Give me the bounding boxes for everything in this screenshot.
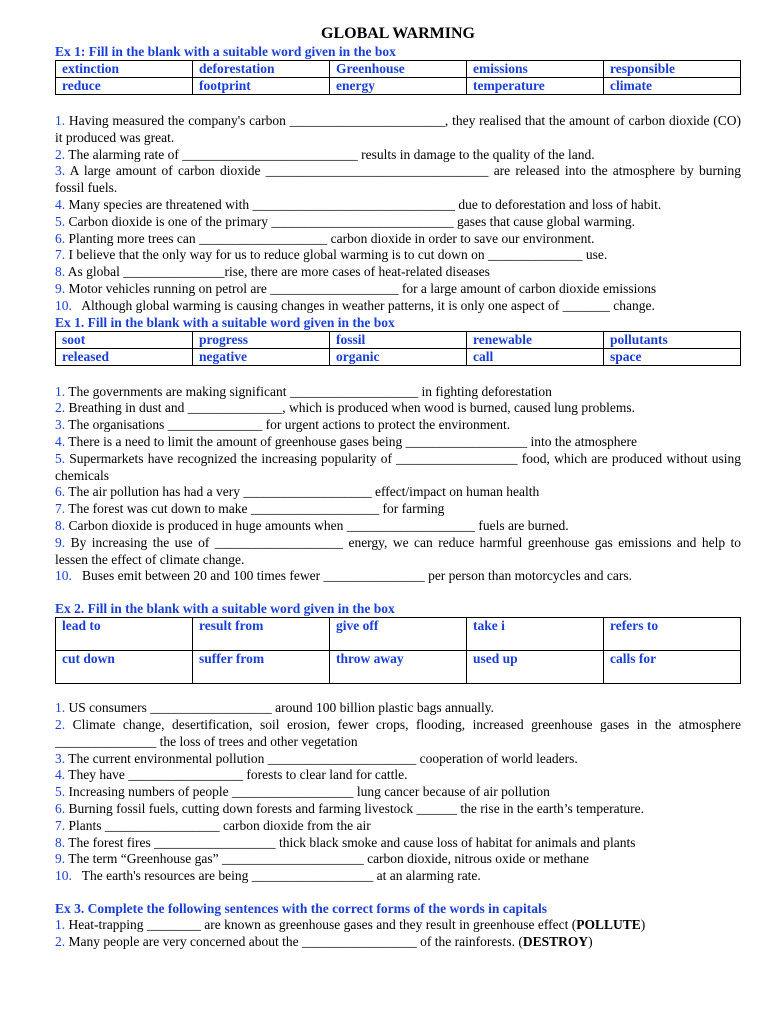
capital-word: POLLUTE <box>576 916 641 932</box>
word-box-cell: progress <box>193 331 330 348</box>
item-number: 7. <box>55 501 66 517</box>
item-text: As global _______________rise, there are more cases of heat-related diseases <box>67 264 490 280</box>
item-text: The organisations ______________ for urgent actions to protect the environment. <box>68 417 511 433</box>
item-number: 3. <box>55 417 66 433</box>
item-text: Carbon dioxide is produced in huge amounts when ___________________ fuels are burned. <box>68 517 569 533</box>
exercise-item <box>55 434 741 451</box>
exercise-item <box>55 400 741 417</box>
exercise-item <box>55 835 741 852</box>
capital-word: DESTROY <box>522 933 589 949</box>
exercise-item <box>55 568 741 585</box>
word-box-row <box>56 651 741 684</box>
word-box-cell: temperature <box>467 78 604 95</box>
word-box-cell: organic <box>330 348 467 365</box>
ex2-word-box <box>55 617 741 684</box>
word-box-cell: soot <box>56 331 193 348</box>
ex1-items <box>55 113 741 315</box>
exercise-item <box>55 535 741 569</box>
exercise-item <box>55 264 741 281</box>
exercise-item <box>55 484 741 501</box>
item-number: 1. <box>55 700 66 716</box>
ex1b-heading: Ex 1. Fill in the blank with a suitable word given in the box <box>55 314 395 330</box>
item-number: 9. <box>55 534 66 550</box>
exercise-item <box>55 247 741 264</box>
exercise-item <box>55 214 741 231</box>
exercise-item <box>55 147 741 164</box>
item-text: Supermarkets have recognized the increasing popularity of __________________ food, which are produced without using chemicals <box>55 450 741 483</box>
word-box-cell: responsible <box>604 61 741 78</box>
item-text: The governments are making significant ___________________ in fighting deforestation <box>68 383 552 399</box>
word-box-cell: renewable <box>467 331 604 348</box>
item-number: 9. <box>55 280 66 296</box>
exercise-item <box>55 518 741 535</box>
exercise-item <box>55 231 741 248</box>
exercise-item <box>55 818 741 835</box>
word-box-cell: extinction <box>56 61 193 78</box>
worksheet-page <box>55 24 741 950</box>
item-number: 6. <box>55 230 66 246</box>
item-number: 8. <box>55 517 66 533</box>
exercise-item <box>55 751 741 768</box>
item-text: Although global warming is causing changes in weather patterns, it is only one aspect of _______ change. <box>75 297 655 313</box>
word-box-row <box>56 348 741 365</box>
word-box-row <box>56 618 741 651</box>
item-number: 5. <box>55 784 66 800</box>
item-text: The term “Greenhouse gas” _____________________ carbon dioxide, nitrous oxide or methane <box>68 851 590 867</box>
item-text: Many species are threatened with ______________________________ due to deforestation and loss of habit. <box>68 196 662 212</box>
item-number: 1. <box>55 113 66 128</box>
word-box-cell: climate <box>604 78 741 95</box>
word-box-cell: reduce <box>56 78 193 95</box>
word-box-cell: take i <box>467 618 604 651</box>
word-box-cell: refers to <box>604 618 741 651</box>
item-text: I believe that the only way for us to reduce global warming is to cut down on ______________ use. <box>68 247 608 263</box>
item-number: 5. <box>55 213 66 229</box>
item-number: 8. <box>55 264 66 280</box>
exercise-item <box>55 417 741 434</box>
word-box-cell: space <box>604 348 741 365</box>
word-box-cell: cut down <box>56 651 193 684</box>
word-box-cell: lead to <box>56 618 193 651</box>
item-text: Carbon dioxide is one of the primary ___________________________ gases that cause global warming. <box>68 213 636 229</box>
item-number: 9. <box>55 851 66 867</box>
item-text: The alarming rate of __________________________ results in damage to the quality of the land. <box>68 146 595 162</box>
exercise-item <box>55 784 741 801</box>
word-box-cell: footprint <box>193 78 330 95</box>
item-text: The earth's resources are being __________________ at an alarming rate. <box>75 868 481 884</box>
item-number: 4. <box>55 433 66 449</box>
item-number: 10. <box>55 568 72 584</box>
exercise-item <box>55 113 741 147</box>
word-box-cell: deforestation <box>193 61 330 78</box>
exercise-item <box>55 197 741 214</box>
item-number: 1. <box>55 383 66 399</box>
item-text: Planting more trees can ___________________ carbon dioxide in order to save our environment. <box>68 230 595 246</box>
item-number: 2. <box>55 400 66 416</box>
item-text: Plants _________________ carbon dioxide from the air <box>68 817 371 833</box>
exercise-item <box>55 451 741 485</box>
exercise-item <box>55 163 741 197</box>
item-number: 6. <box>55 800 66 816</box>
exercise-item <box>55 384 741 401</box>
word-box-cell: released <box>56 348 193 365</box>
item-number: 3. <box>55 163 66 179</box>
item-number: 10. <box>55 297 72 313</box>
exercise-item <box>55 700 741 717</box>
item-text: US consumers __________________ around 100 billion plastic bags annually. <box>68 700 494 716</box>
item-number: 3. <box>55 750 66 766</box>
word-box-cell: throw away <box>330 651 467 684</box>
word-box-row <box>56 78 741 95</box>
exercise-item <box>55 281 741 298</box>
item-number: 1. <box>55 916 66 932</box>
item-number: 6. <box>55 484 66 500</box>
item-text-end: ) <box>640 916 646 932</box>
ex1b-word-box <box>55 331 741 366</box>
ex2-items <box>55 700 741 885</box>
item-number: 7. <box>55 247 66 263</box>
ex2-heading: Ex 2. Fill in the blank with a suitable word given in the box <box>55 601 395 617</box>
word-box-cell: result from <box>193 618 330 651</box>
word-box-cell: emissions <box>467 61 604 78</box>
exercise-item <box>55 717 741 751</box>
word-box-cell: negative <box>193 348 330 365</box>
item-number: 2. <box>55 933 66 949</box>
exercise-item <box>55 917 741 934</box>
item-text: Climate change, desertification, soil erosion, fewer crops, flooding, increased greenhouse gases in the atmosphere _______________ the loss of trees and other vegetation <box>55 716 741 749</box>
exercise-item <box>55 868 741 885</box>
word-box-cell: fossil <box>330 331 467 348</box>
word-box-cell: calls for <box>604 651 741 684</box>
word-box-cell: suffer from <box>193 651 330 684</box>
exercise-item <box>55 767 741 784</box>
item-number: 10. <box>55 868 72 884</box>
item-text: Heat-trapping ________ are known as greenhouse gases and they result in greenhouse effect ( <box>68 916 577 932</box>
item-text: Many people are very concerned about the _________________ of the rainforests. ( <box>68 933 523 949</box>
item-number: 4. <box>55 767 66 783</box>
ex1b-items <box>55 384 741 586</box>
word-box-cell: energy <box>330 78 467 95</box>
item-text: There is a need to limit the amount of greenhouse gases being __________________ into the atmosphere <box>68 433 638 449</box>
exercise-item <box>55 934 741 951</box>
exercise-item <box>55 851 741 868</box>
item-text: Buses emit between 20 and 100 times fewer _______________ per person than motorcycles and cars. <box>75 568 632 584</box>
item-text: Motor vehicles running on petrol are ___________________ for a large amount of carbon dioxide emissions <box>68 280 657 296</box>
item-text: The forest fires __________________ thick black smoke and cause loss of habitat for animals and plants <box>68 834 636 850</box>
ex3-items <box>55 917 741 951</box>
item-text: Increasing numbers of people __________________ lung cancer because of air pollution <box>68 784 550 800</box>
item-text: The current environmental pollution ______________________ cooperation of world leaders. <box>68 750 578 766</box>
item-text: Breathing in dust and ______________, which is produced when wood is burned, caused lung problems. <box>68 400 636 416</box>
word-box-cell: Greenhouse <box>330 61 467 78</box>
word-box-row <box>56 61 741 78</box>
item-text: They have _________________ forests to clear land for cattle. <box>68 767 408 783</box>
item-text: A large amount of carbon dioxide _________________________________ are released into the atmosphere by burning fossil fuels. <box>55 163 741 196</box>
word-box-cell: call <box>467 348 604 365</box>
item-number: 2. <box>55 716 66 732</box>
exercise-item <box>55 801 741 818</box>
ex3-heading: Ex 3. Complete the following sentences with the correct forms of the words in capitals <box>55 900 548 916</box>
word-box-cell: used up <box>467 651 604 684</box>
word-box-cell: pollutants <box>604 331 741 348</box>
item-text: The air pollution has had a very ___________________ effect/impact on human health <box>68 484 540 500</box>
item-number: 7. <box>55 817 66 833</box>
word-box-row <box>56 331 741 348</box>
ex1-heading: Ex 1: Fill in the blank with a suitable word given in the box <box>55 44 396 59</box>
item-number: 4. <box>55 196 66 212</box>
item-number: 5. <box>55 450 66 466</box>
item-text: The forest was cut down to make ___________________ for farming <box>68 501 445 517</box>
item-text: Burning fossil fuels, cutting down forests and farming livestock ______ the rise in the earth’s temperature. <box>68 800 644 816</box>
page-title: GLOBAL WARMING <box>321 25 475 42</box>
item-text-end: ) <box>588 933 593 949</box>
exercise-item <box>55 298 741 315</box>
item-number: 2. <box>55 146 66 162</box>
item-text: By increasing the use of ___________________ energy, we can reduce harmful greenhouse gas emissions and help to lessen the effect of climate change. <box>55 534 742 567</box>
item-number: 8. <box>55 834 66 850</box>
exercise-item <box>55 501 741 518</box>
item-text: Having measured the company's carbon _______________________, they realised that the amount of carbon dioxide (CO) it produced was great. <box>55 113 741 145</box>
word-box-cell: give off <box>330 618 467 651</box>
ex1-word-box <box>55 60 741 95</box>
